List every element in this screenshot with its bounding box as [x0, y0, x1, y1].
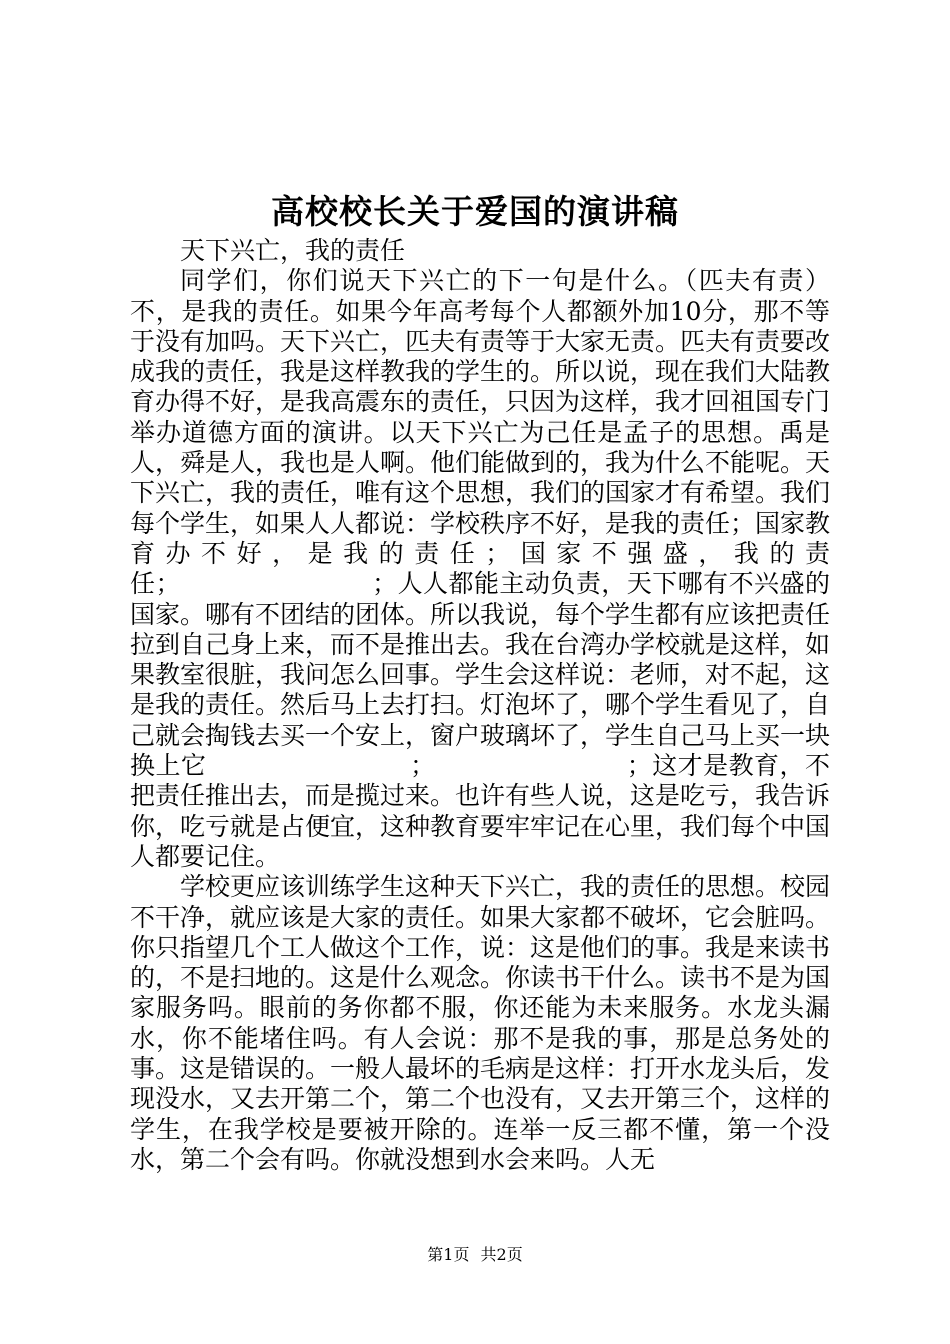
page-footer: [0, 1242, 950, 1265]
page-total: 共2页: [480, 1245, 523, 1264]
document-title: 高校校长关于爱国的演讲稿: [271, 192, 679, 231]
paragraph: 同学们，你们说天下兴亡的下一句是什么。（匹夫有责）不，是我的责任。如果今年高考每个人都额外加10分，那不等于没有加吗。天下兴亡，匹夫有责等于大家无责。匹夫有责要改成我的责任，我是这样教我的学生的。所以说，现在我们大陆教育办得不好，是我高震东的责任，只因为这样，我才回祖国专门举办道德方面的演讲。以天下兴亡为己任是孟子的思想。禹是人，舜是人，我也是人啊。他们能做到的，我为什么不能呢。天下兴亡，我的责任，唯有这个思想，我们的国家才有希望。我们每个学生，如果人人都说：学校秩序不好，是我的责任；国家教育办不好，是我的责任；国家不强盛，我的责任； ；人人都能主动负责，天下哪有不兴盛的国家。哪有不团结的团体。所以我说，每个学生都有应该把责任拉到自己身上来，而不是推出去。我在台湾办学校就是这样，如果教室很脏，我问怎么回事。学生会这样说：老师，对不起，这是我的责任。然后马上去打扫。灯泡坏了，哪个学生看见了，自己就会掏钱去买一个安上，窗户玻璃坏了，学生自己马上买一块换上它 ； ；这才是教育，不把责任推出去，而是揽过来。也许有些人说，这是吃亏，我告诉你，吃亏就是占便宜，这种教育要牢牢记在心里，我们每个中国人都要记住。: [130, 266, 831, 871]
paragraph: 学校更应该训练学生这种天下兴亡，我的责任的思想。校园不干净，就应该是大家的责任。如果大家都不破坏，它会脏吗。你只指望几个工人做这个工作，说：这是他们的事。我是来读书的，不是扫地的。这是什么观念。你读书干什么。读书不是为国家服务吗。眼前的务你都不服，你还能为未来服务。水龙头漏水，你不能堵住吗。有人会说：那不是我的事，那是总务处的事。这是错误的。一般人最坏的毛病是这样：打开水龙头后，发现没水，又去开第二个，第二个也没有，又去开第三个，这样的学生，在我学校是要被开除的。连举一反三都不懂，第一个没水，第二个会有吗。你就没想到水会来吗。人无: [130, 872, 831, 1174]
paragraph-heading: 天下兴亡，我的责任: [180, 236, 406, 265]
page-number: 第1页: [427, 1245, 470, 1264]
document-body: [130, 236, 830, 1175]
